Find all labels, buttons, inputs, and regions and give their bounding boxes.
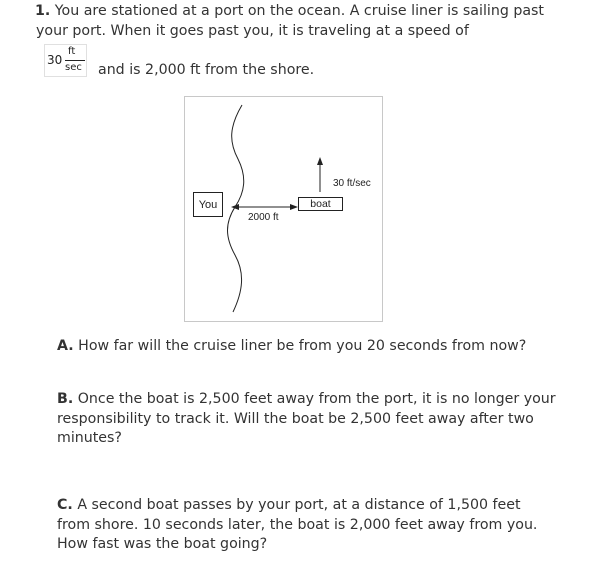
problem-number: 1. bbox=[35, 3, 51, 19]
speed-label: 30 ft/sec bbox=[333, 178, 371, 189]
fraction-bar bbox=[65, 60, 85, 61]
arrow-head-right bbox=[290, 204, 298, 210]
port-diagram bbox=[184, 96, 383, 322]
speed-denominator-unit: sec bbox=[65, 62, 82, 73]
question-letter: A. bbox=[57, 338, 74, 354]
problem-intro-tail: and is 2,000 ft from the shore. bbox=[98, 62, 315, 78]
question-b bbox=[57, 390, 557, 449]
boat-label: boat bbox=[298, 197, 343, 211]
velocity-arrow-head bbox=[317, 157, 323, 165]
speed-numerator-unit: ft bbox=[68, 46, 76, 57]
speed-value: 30 bbox=[47, 53, 63, 67]
speed-fraction bbox=[44, 44, 87, 77]
question-text: Once the boat is 2,500 feet away from the port, it is no longer your responsibility to track it. Will the boat be 2,500 feet away after two minutes? bbox=[57, 391, 556, 446]
question-text: How far will the cruise liner be from you 20 seconds from now? bbox=[78, 338, 527, 354]
question-a bbox=[57, 337, 557, 357]
question-letter: C. bbox=[57, 497, 73, 513]
question-text: A second boat passes by your port, at a distance of 1,500 feet from shore. 10 seconds later, the boat is 2,000 feet away from you. How fast was the boat going? bbox=[57, 497, 538, 552]
distance-label: 2000 ft bbox=[248, 212, 279, 223]
problem-intro bbox=[36, 2, 556, 41]
problem-intro-text: You are stationed at a port on the ocean. A cruise liner is sailing past your port. When it goes past you, it is traveling at a speed of bbox=[36, 3, 544, 39]
question-letter: B. bbox=[57, 391, 74, 407]
arrow-head-left bbox=[231, 204, 239, 210]
question-c bbox=[57, 496, 557, 555]
you-label: You bbox=[193, 192, 223, 217]
